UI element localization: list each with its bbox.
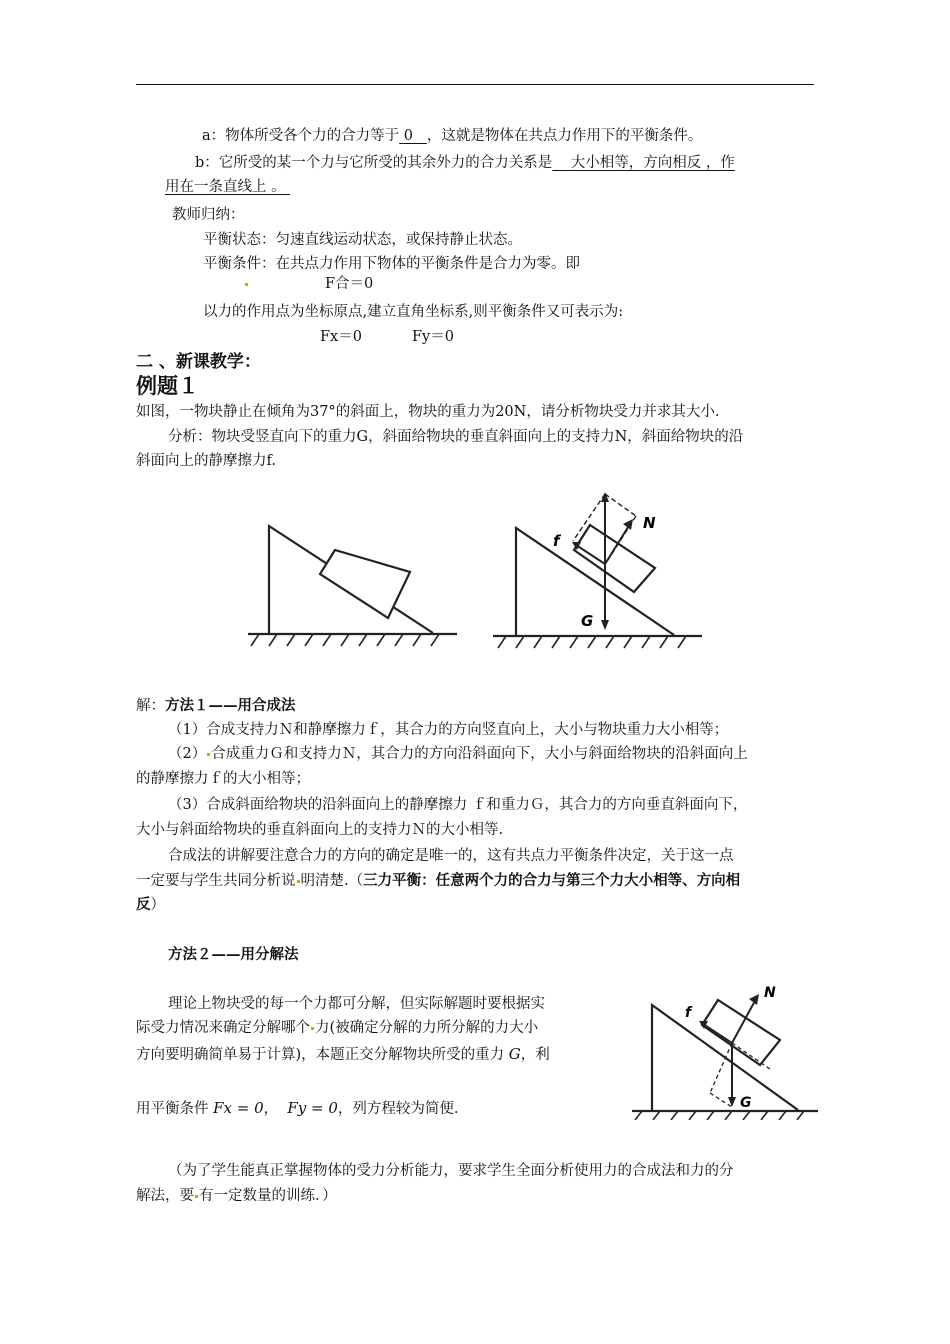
ground-hatch-3 (635, 1111, 804, 1120)
method1-step3: （3）合成斜面给物块的沿斜面向上的静摩擦力 ｆ和重力Ｇ，其合力的方向垂直斜面向下， (168, 797, 748, 813)
method2-para-2: 际受力情况来确定分解哪个 力(被确定分解的力所分解的力大小 (136, 1020, 539, 1036)
formula-fx: Fx＝0 (320, 329, 362, 345)
method1-note-1: 合成法的讲解要注意合力的方向的确定是唯一的，这有共点力平衡条件决定，关于这一点 (168, 848, 734, 864)
block (320, 550, 410, 618)
problem-text: 如图，一物块静止在倾角为37°的斜面上，物块的重力为20N，请分析物块受力并求其大小. (136, 404, 720, 420)
method1-title: 方法１——用合成法 (165, 697, 296, 714)
incline-diagram-decomposition (630, 975, 820, 1120)
closing-line-1: （为了学生能真正掌握物体的受力分析能力，要求学生全面分析使用力的合成法和力的分 (168, 1163, 734, 1179)
incline-diagram-forces (490, 490, 705, 655)
section-heading: 二 、新课教学： (136, 352, 261, 372)
formula-f-total: F合＝0 (325, 276, 374, 292)
analysis-line-1: 分析：物块受竖直向下的重力G，斜面给物块的垂直斜面向上的支持力N，斜面给物块的沿 (168, 429, 744, 445)
label-f-3: f (685, 1005, 692, 1021)
recap-a-blank: 0 (403, 128, 413, 144)
recap-b-blank-2: 用在一条直线上 。 (165, 179, 286, 195)
summary-condition: 平衡条件：在共点力作用下物体的平衡条件是合力为零。即 (203, 256, 580, 272)
recap-b-text: b：它所受的某一个力与它所受的其余外力的合力关系是 (195, 155, 553, 171)
formula-fx-zero: Fx = 0 (213, 1099, 264, 1117)
block-3 (702, 1000, 780, 1065)
summary-formula-line (244, 274, 373, 294)
formula-fy-zero: Fy = 0 (287, 1099, 338, 1117)
method1-heading: 解：方法１——用合成法 (136, 697, 296, 714)
header-rule (136, 84, 814, 85)
example-heading: 例题１ (136, 373, 199, 398)
bullet-dot (207, 753, 210, 756)
recap-b-blank-1: 大小相等，方向相反 ，作 (570, 155, 735, 171)
label-N-3: N (764, 985, 776, 1001)
analysis-line-2: 斜面向上的静摩擦力f. (136, 453, 276, 469)
ground-hatch-2 (498, 636, 686, 648)
ground-hatch (251, 634, 439, 646)
method2-para-3: 方向要明确简单易于计算)，本题正交分解物块所受的重力 G，利 (136, 1045, 550, 1063)
method2-title: 方法２——用分解法 (168, 946, 299, 963)
method1-note-3: 反） (136, 896, 165, 913)
recap-b-cont (165, 177, 290, 197)
symbol-G: G (508, 1045, 521, 1063)
summary-coord: 以力的作用点为坐标原点,建立直角坐标系,则平衡条件又可表示为: (203, 304, 624, 320)
method1-step2-cont: 的静摩擦力ｆ的大小相等； (136, 771, 310, 787)
label-G-3: G (740, 1095, 752, 1111)
bullet-dot (311, 1027, 314, 1030)
method1-step1: （1）合成支持力Ｎ和静摩擦力ｆ，其合力的方向竖直向上，大小与物块重力大小相等； (168, 722, 729, 738)
method2-para-4: 用平衡条件 Fx = 0， Fy = 0，列方程较为简便. (136, 1099, 459, 1117)
method2-para-1: 理论上物块受的每一个力都可分解，但实际解题时要根据实 (168, 996, 545, 1012)
recap-a (202, 126, 702, 146)
summary-title: 教师归纳： (172, 207, 245, 223)
method1-step2: （2） 合成重力Ｇ和支持力Ｎ，其合力的方向沿斜面向下，大小与斜面给物块的沿斜面向上 (168, 746, 748, 762)
bullet-dot (195, 1195, 198, 1198)
method1-step3-cont: 大小与斜面给物块的垂直斜面向上的支持力Ｎ的大小相等. (136, 822, 504, 838)
closing-line-2: 解法，要 有一定数量的训练．） (136, 1188, 337, 1204)
gravity-arrowhead (601, 620, 609, 630)
recap-a-text: a：物体所受各个力的合力等于 (202, 128, 400, 144)
block-2 (574, 525, 655, 592)
incline-diagram-plain (245, 510, 460, 655)
method1-note-2: 一定要与学生共同分析说 明清楚.（三力平衡：任意两个力的合力与第三个力大小相等、方向相 (136, 872, 741, 889)
label-N: N (643, 514, 656, 532)
summary-state: 平衡状态：匀速直线运动状态，或保持静止状态。 (203, 232, 522, 248)
recap-a-tail: ，这就是物体在共点力作用下的平衡条件。 (426, 128, 703, 144)
bullet-dot (245, 283, 248, 286)
formula-fy: Fy＝0 (412, 329, 454, 345)
label-G: G (581, 612, 594, 630)
recap-b (195, 153, 735, 173)
label-f: f (553, 532, 560, 550)
bullet-dot (297, 880, 300, 883)
